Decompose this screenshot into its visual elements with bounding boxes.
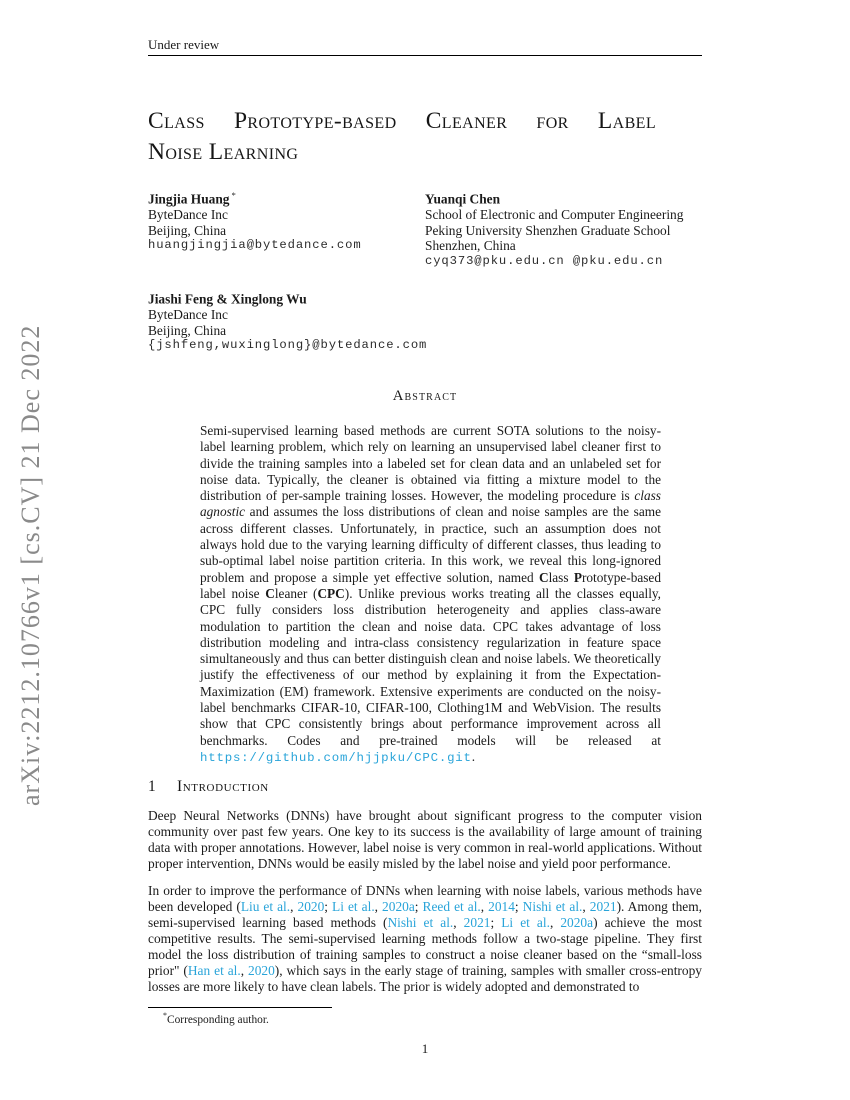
text-run: ), which says in the early stage of training, samples with smaller cross-entropy losses are more likely to have clean labels. The prior is widely adopted and demonstrated to	[148, 962, 702, 994]
bold-text: C	[265, 585, 275, 601]
text-run: ;	[490, 914, 502, 930]
text-run: ,	[582, 898, 590, 914]
text-run: ,	[549, 914, 561, 930]
author-email[interactable]: cyq373@pku.edu.cn @pku.edu.cn	[425, 253, 664, 268]
text-run: leaner (	[274, 585, 318, 601]
text-run: rototype-based label noise	[200, 569, 661, 601]
citation-link[interactable]: 2020	[297, 898, 325, 914]
url-link[interactable]: https://github.com/hjjpku/CPC.git	[200, 750, 472, 765]
citation-link[interactable]: Han et al.	[187, 962, 241, 978]
author-affiliation: ByteDance Inc	[148, 307, 228, 323]
author-name	[425, 188, 683, 207]
paper-title-line1: Class Prototype-based Cleaner for Label	[148, 108, 656, 134]
citation-link[interactable]: 2020	[248, 962, 275, 978]
author-name-text: Yuanqi Chen	[425, 191, 501, 207]
author-block-feng-wu	[148, 288, 427, 354]
citation-link[interactable]: Li et al.	[501, 914, 550, 930]
abstract-heading: Abstract	[392, 388, 458, 404]
emphasis-text: class agnostic	[200, 488, 661, 520]
citation-link[interactable]: 2020a	[382, 898, 415, 914]
intro-paragraph-2	[148, 883, 702, 995]
citation-link[interactable]: 2014	[488, 898, 515, 914]
author-name	[148, 188, 362, 207]
citation-link[interactable]: 2020a	[560, 914, 594, 930]
text-run: ,	[480, 898, 489, 914]
citation-link[interactable]: Liu et al.	[240, 898, 291, 914]
text-run: ). Among them, semi-supervised learning based methods (	[148, 898, 702, 930]
author-name-text: Jiashi Feng & Xinglong Wu	[148, 291, 307, 307]
text-run: In order to improve the performance of DNNs when learning with noise labels, various methods have been developed (	[148, 882, 702, 914]
author-block-huang	[148, 188, 362, 254]
author-location: Shenzhen, China	[425, 238, 516, 254]
text-run: ;	[414, 898, 423, 914]
text-run: .	[471, 748, 476, 764]
text-run: Semi-supervised learning based methods are current SOTA solutions to the noisy-label learning problem, which rely on learning an unsupervised label cleaner first to divide the training samples into a labeled set for clean data and an unlabeled set for noise data. Typically, the cleaner is obtained via fitting a mixture model to the distribution of per-sample training losses. However, the modeling procedure is	[200, 423, 661, 504]
bold-text: P	[573, 569, 582, 585]
paper-title	[148, 106, 656, 168]
text-run: ;	[514, 898, 523, 914]
abstract-text	[200, 423, 661, 766]
running-head: Under review	[148, 37, 220, 52]
author-affiliation: ByteDance Inc	[148, 207, 228, 223]
text-run: lass	[548, 569, 574, 585]
text-run: and assumes the loss distributions of clean and noise samples are the same across different classes. Unfortunately, in practice, such an assumption does not always hold due to the varying learning difficulty of different classes, thus leading to sub-optimal label noise partition criteria. In this work, we reveal this long-ignored problem and propose a simple yet effective solution, named	[200, 504, 661, 585]
citation-link[interactable]: Reed et al.	[422, 898, 481, 914]
bold-text: CPC	[317, 585, 345, 601]
citation-link[interactable]: 2021	[589, 898, 617, 914]
author-block-chen	[425, 188, 683, 270]
author-affiliation: Peking University Shenzhen Graduate School	[425, 222, 671, 238]
author-blocks	[148, 188, 702, 358]
text-run: ,	[374, 898, 383, 914]
superscript-mark: *	[163, 1011, 167, 1020]
section-heading-introduction	[148, 778, 269, 796]
author-location: Beijing, China	[148, 322, 227, 338]
text-run: ;	[324, 898, 333, 914]
author-name	[148, 288, 427, 307]
text-run: ,	[453, 914, 464, 930]
arxiv-watermark: arXiv:2212.10766v1 [cs.CV] 21 Dec 2022	[16, 324, 45, 806]
author-affiliation: School of Electronic and Computer Engineering	[425, 207, 684, 223]
header-rule	[148, 55, 702, 56]
text-run: Corresponding author.	[166, 1013, 269, 1026]
footnote-marker: *	[231, 190, 236, 200]
intro-paragraph-1	[148, 808, 702, 872]
text-run: ). Unlike previous works treating all the classes equally, CPC fully considers loss distribution heterogeneity and applies class-aware modulation to partition the clean and noise data. CPC takes advantage of loss distribution modeling and intra-class consistency regularization in feature space simultaneously and thus can better distinguish clean and noise labels. We theoretically justify the effectiveness of our method by explaining it from the Expectation-Maximization (EM) framework. Extensive experiments are conducted on the noisy-label benchmarks CIFAR-10, CIFAR-100, Clothing1M and WebVision. The results show that CPC consistently brings about performance improvement across all benchmarks. Codes and pre-trained models will be released at	[200, 585, 662, 748]
footnote-rule	[148, 1007, 332, 1008]
section-number: 1	[148, 778, 156, 795]
section-label: Introduction	[177, 778, 269, 795]
citation-link[interactable]: 2021	[463, 914, 491, 930]
text-run: Deep Neural Networks (DNNs) have brought about significant progress to the computer vision community over past few years. One key to its success is the availability of large amount of training data with proper annotations. However, label noise is very common in real-world applications. Without proper intervention, DNNs would be easily misled by the label noise and yield poor performance.	[148, 808, 702, 871]
bold-text: C	[538, 569, 549, 585]
author-name-text: Jingjia Huang	[148, 191, 230, 207]
page-number: 1	[421, 1041, 429, 1056]
citation-link[interactable]: Nishi et al.	[387, 914, 454, 930]
author-email[interactable]: {jshfeng,wuxinglong}@bytedance.com	[148, 338, 428, 353]
introduction-text	[148, 808, 702, 1005]
paper-title-line2: Noise Learning	[148, 139, 299, 165]
author-email[interactable]: huangjingjia@bytedance.com	[148, 238, 362, 253]
citation-link[interactable]: Li et al.	[332, 898, 375, 914]
text-run: ) achieve the most competitive results. The semi-supervised learning methods follow a two-stage pipeline. They first model the loss distribution of training samples to construct a noise cleaner based on the “small-loss prior" (	[148, 914, 702, 978]
text-run: ,	[240, 962, 249, 978]
footnote	[148, 1011, 702, 1026]
text-run: ,	[290, 898, 298, 914]
citation-link[interactable]: Nishi et al.	[522, 898, 583, 914]
author-location: Beijing, China	[148, 222, 227, 238]
